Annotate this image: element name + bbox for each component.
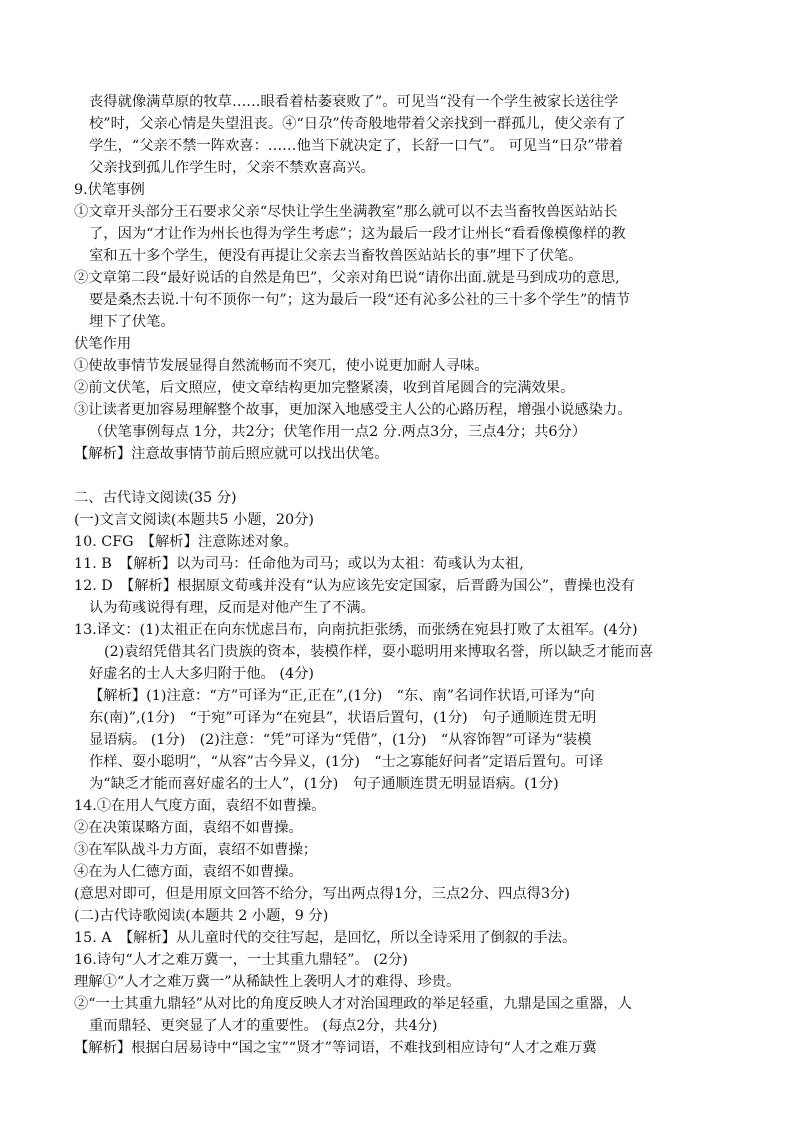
text-line: 东(南)”,(1分) “于宛”可译为“在宛县”，状语后置句，(1分) 句子通顺连贯无明 xyxy=(89,710,597,726)
text-line: ①文章开头部分王石要求父亲“尽快让学生坐满教室”那么就可以不去当畜牧兽医站站长 xyxy=(74,204,618,220)
text-line: 丧得就像满草原的牧草……眼看着枯萎衰败了”。可见当“没有一个学生被家长送往学 xyxy=(89,94,619,110)
text-line: (2)袁绍凭借其名门贵族的资本，装模作样，耍小聪明用来博取名誉，所以缺乏才能而喜 xyxy=(104,644,654,660)
text-line: 显语病。 (1分) (2)注意：“凭”可译为“凭借”，(1分) “从容饰智”可译为“装模 xyxy=(89,732,592,748)
text-line: 要是桑杰去说.十句不顶你一句”；这为最后一段“还有沁多公社的三十多个学生”的情节 xyxy=(89,292,631,308)
blank-line xyxy=(74,465,734,487)
text-line: ③让读者更加容易理解整个故事，更加深入地感受主人公的心路历程，增强小说感染力。 xyxy=(74,402,632,418)
text-line: 了，因为“才让作为州长也得为学生考虑”；这为最后一段才让州长“看看像模像样的教 xyxy=(89,226,626,242)
text-line: 10. CFG 【解析】注意陈述对象。 xyxy=(74,534,298,550)
text-line: ②“一士其重九鼎轻”从对比的角度反映人才对治国理政的举足轻重，九鼎是国之重器，人 xyxy=(74,996,632,1012)
text-line: ②文章第二段“最好说话的自然是角巴”，父亲对角巴说“请你出面.就是马到成功的意思, xyxy=(74,270,620,286)
text-line: 14.①在用人气度方面，袁绍不如曹操。 xyxy=(74,798,326,814)
text-line: (意思对即可，但是用原文回答不给分，写出两点得1分，三点2分、四点得3分) xyxy=(74,886,570,902)
text-line: 重而鼎轻、更突显了人才的重要性。 (每点2分，共4分) xyxy=(89,1018,438,1034)
text-line: 12. D 【解析】根据原文荀彧并没有“认为应该先安定国家，后晋爵为国公”，曹操也没有 xyxy=(74,578,635,594)
text-line: 作样、耍小聪明”，“从容”古今异义，(1分) “士之寡能好问者”定语后置句。可译 xyxy=(89,754,604,770)
text-line: 理解①“人才之难万冀一”从稀缺性上袭明人才的难得、珍贵。 xyxy=(74,974,461,990)
text-line: 学生，“父亲不禁一阵欢喜：……他当下就决定了，长舒一口气”。 可见当“日尕”带着 xyxy=(89,138,624,154)
text-line: ②在决策谋略方面，袁绍不如曹操。 xyxy=(74,820,303,836)
text-line: ①使故事情节发展显得自然流畅而不突兀，使小说更加耐人寻味。 xyxy=(74,358,489,374)
text-line: 16.诗句“人才之难万冀一，一士其重九鼎轻”。 (2分) xyxy=(74,952,408,968)
text-line: 室和五十多个学生，便没有再提让父亲去当畜牧兽医站站长的事”埋下了伏笔。 xyxy=(89,248,583,264)
text-line: 13.译文：(1)太祖正在向东忧虑吕布，向南抗拒张绣，而张绣在宛县打败了太祖军。(4分) xyxy=(74,622,638,638)
text-line: ④在为人仁德方面，袁绍不如曹操。 xyxy=(74,864,303,880)
text-line: 【解析】根据白居易诗中“国之宝”“贤才”等词语，不难找到相应诗句“人才之难万冀 xyxy=(74,1040,597,1056)
text-line: 【解析】(1)注意：“方”可译为“正,正在”,(1分) “东、南”名词作状语,可译为“向 xyxy=(89,688,595,704)
text-line: 为“缺乏才能而喜好虚名的士人”，(1分) 句子通顺连贯无明显语病。(1分) xyxy=(89,776,559,792)
text-line: 15. A 【解析】从儿童时代的交往写起，是回忆，所以全诗采用了倒叙的手法。 xyxy=(74,930,577,946)
text-line: 认为荀彧说得有理，反而是对他产生了不满。 xyxy=(89,600,375,616)
text-line: ②前文伏笔，后文照应，使文章结构更加完整紧凑，收到首尾圆合的完满效果。 xyxy=(74,380,575,396)
text-line: （伏笔事例每点 1分，共2分；伏笔作用一点2 分.两点3分，三点4分；共6分） xyxy=(89,424,587,440)
text-line: 父亲找到孤儿作学生时，父亲不禁欢喜高兴。 xyxy=(89,160,375,176)
text-line: 伏笔作用 xyxy=(74,336,132,352)
text-line: 二、古代诗文阅读(35 分) xyxy=(74,490,237,506)
text-line: 埋下了伏笔。 xyxy=(89,314,175,330)
text-line: 校”时，父亲心情是失望沮丧。④“日尕”传奇般地带着父亲找到一群孤儿，使父亲有了 xyxy=(89,116,626,132)
text-line: 【解析】注意故事情节前后照应就可以找出伏笔。 xyxy=(74,446,389,462)
text-line: 9.伏笔事例 xyxy=(74,182,145,198)
text-line: (一)文言文阅读(本题共5 小题，20分) xyxy=(74,512,315,528)
text-line: ③在军队战斗力方面，袁绍不如曹操； xyxy=(74,842,318,858)
text-line: (二)古代诗歌阅读(本题共 2 小题，9 分) xyxy=(74,908,329,924)
text-line: 好虚名的士人大多归附于他。 (4分) xyxy=(89,666,314,682)
text-line: 11. B 【解析】以为司马：任命他为司马；或以为太祖：荀彧认为太祖, xyxy=(74,556,524,572)
